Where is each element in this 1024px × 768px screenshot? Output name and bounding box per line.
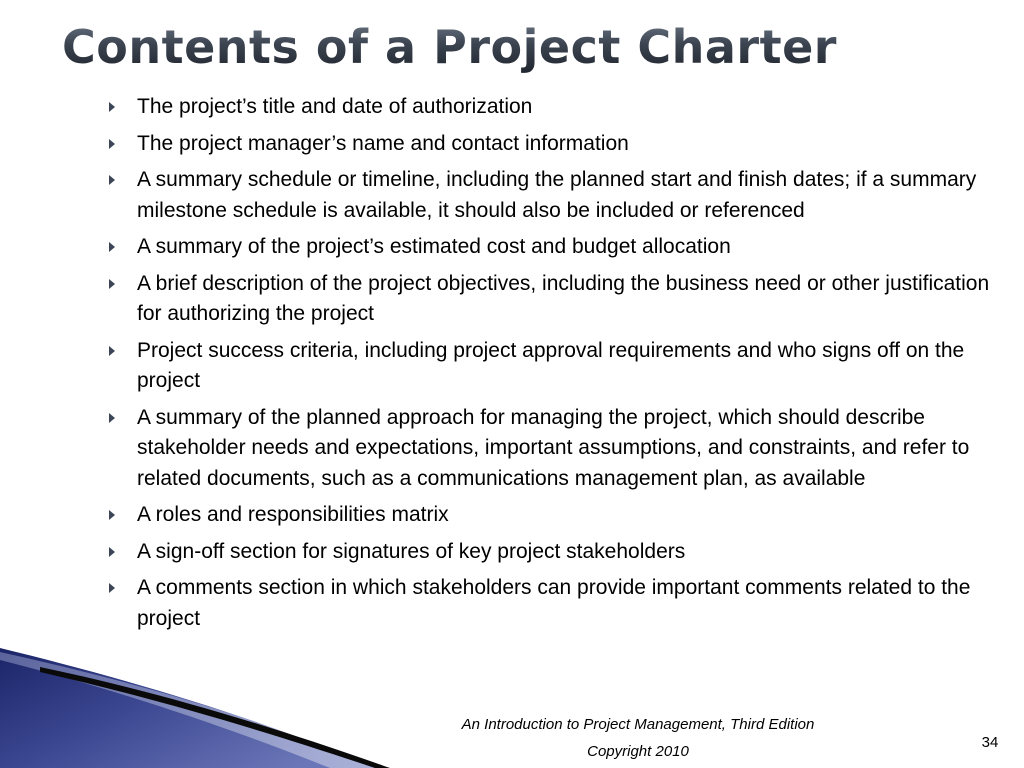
bullet-text: A brief description of the project objectives, including the business need or other justification for authorizing the project [137, 271, 990, 325]
triangle-right-icon [109, 547, 115, 557]
bullet-text: A roles and responsibilities matrix [137, 503, 449, 526]
triangle-right-icon [109, 242, 115, 252]
triangle-right-icon [109, 413, 115, 423]
bullet-item-title-date [104, 92, 1004, 123]
bullet-text: Project success criteria, including project approval requirements and who signs off on the project [137, 338, 965, 392]
bullet-item-success-criteria [104, 336, 1004, 397]
bullet-text: A sign-off section for signatures of key project stakeholders [137, 539, 686, 563]
triangle-right-icon [109, 510, 115, 520]
bullet-text: A summary of the planned approach for managing the project, which should describe stakeholder needs and expectations, important assumptions, and constraints, and refer to related documents, such as a communications management plan, as available [137, 405, 970, 490]
bullet-item-cost-budget [104, 232, 1004, 263]
triangle-right-icon [109, 102, 115, 112]
bullet-item-sign-off [104, 537, 1004, 568]
slide-title: Contents of a Project Charter [62, 20, 837, 74]
bullet-list [104, 92, 1004, 640]
footer-source: An Introduction to Project Management, Third Edition [461, 716, 815, 733]
bullet-text: The project’s title and date of authorization [137, 95, 533, 118]
bullet-text: The project manager’s name and contact information [137, 131, 629, 155]
triangle-right-icon [109, 346, 115, 356]
bullet-text: A summary schedule or timeline, including the planned start and finish dates; if a summary milestone schedule is available, it should also be included or referenced [137, 168, 977, 222]
bullet-text: A comments section in which stakeholders can provide important comments related to the project [137, 576, 971, 630]
triangle-right-icon [109, 583, 115, 593]
bullet-item-summary-schedule [104, 165, 1004, 226]
triangle-right-icon [109, 175, 115, 185]
bullet-text: A summary of the project’s estimated cost and budget allocation [137, 235, 731, 258]
bullet-item-objectives [104, 269, 1004, 330]
page-number: 34 [981, 734, 999, 751]
triangle-right-icon [109, 139, 115, 149]
bullet-item-planned-approach [104, 403, 1004, 495]
bullet-item-roles-matrix [104, 500, 1004, 531]
bullet-item-manager-contact [104, 129, 1004, 160]
bullet-item-comments [104, 573, 1004, 634]
triangle-right-icon [109, 279, 115, 289]
footer-copyright: Copyright 2010 [587, 743, 689, 760]
